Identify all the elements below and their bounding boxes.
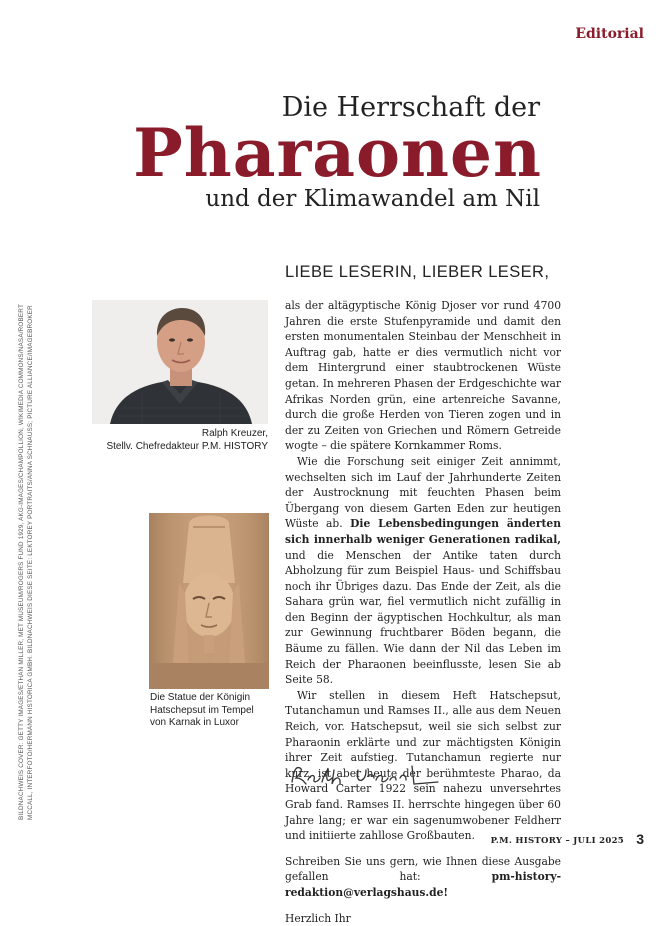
contact-email-link[interactable]: pm-history-redaktion@verlagshaus.de! [285, 870, 561, 899]
headline-subtitle: und der Klimawandel am Nil [205, 186, 540, 212]
closing-line: Herzlich Ihr [285, 911, 351, 925]
hatshepsut-statue-illustration [149, 513, 269, 689]
salutation-heading: LIEBE LESERIN, LIEBER LESER, [285, 263, 550, 281]
paragraph-1: als der altägyptische König Djoser vor rund 4700 Jahren die erste Stufenpyramide und damit den ersten monumentalen Steinbau der Menschheit in Auftrag gab, hatte er dies vermutlich nicht vor dem Hintergrund einer staubtrockenen Wüste getan. In mehreren Phasen der Erdgeschichte war Afrikas Norden grün, eine artenreiche Savanne, durch die große Herden von Tieren zogen und in der zu Zeiten von Griechen und Römern Getreide wogte – die spätere Kornkammer Roms. [285, 299, 561, 453]
statue-caption-line: von Karnak in Luxor [150, 717, 239, 728]
paragraph-2-end: und die Menschen der Antike taten durch Abholzung für zum Beispiel Haus- und Schiffsbau noch ihr Übriges dazu. Das Ende der Zeit, als die Sahara grün war, fiel vermutlich nicht zufällig in den Beginn der ägyptischen Hochkultur, als man zur Gewinnung fruchtbarer Böden begann, die Bäume zu fällen. Wie dann der Nil das Leben im Reich der Pharaonen beeinflusste, lesen Sie ab Seite 58. [285, 548, 561, 687]
editor-portrait [92, 300, 268, 424]
footer-magazine-issue: P.M. HISTORY – JULI 2025 [490, 836, 624, 846]
editor-name: Ralph Kreuzer, [201, 428, 268, 439]
paragraph-2-start: Wie die Forschung seit einiger Zeit annimmt, wechselten sich im Lauf der Jahrhunderte Zeiten der Austrocknung mit feuchten Phasen beim Übergang von diesem Garten Eden zur heutigen Wüste ab. [285, 454, 561, 531]
paragraph-4 [285, 854, 561, 901]
editor-portrait-illustration [92, 300, 268, 424]
handwritten-signature [288, 760, 448, 790]
statue-caption [150, 692, 254, 730]
section-label: Editorial [575, 26, 644, 42]
headline-kicker: Die Herrschaft der [281, 92, 540, 123]
editor-caption [106, 428, 268, 453]
editorial-body [285, 298, 561, 926]
paragraph-4-text: Schreiben Sie uns gern, wie Ihnen diese Ausgabe gefallen hat: [285, 854, 561, 884]
paragraph-2-highlight: Die Lebensbedingungen änderten sich innerhalb weniger Generationen radikal, [285, 517, 561, 546]
headline-title: Pharaonen [133, 114, 542, 192]
signature [288, 760, 448, 790]
photo-credits: BILDNACHWEIS COVER: GETTY IMAGES/ETHAN MILLER, MET MUSEUM/ROGERS FUND 1929, AKG-IMAGES/CHAMPOLLION, WIKIMEDIA COMMONS/NASA/ROBERT MCCALL, INTERFOTO/HERMANN HISTORICA GMBH. BILDNACHWEIS DIESE SEITE: LEKTOREY PORTRAITS/ANNA SCHNAUSS; PICTURE ALLIANCE/IMAGEBROKER [18, 304, 34, 820]
statue-caption-line: Die Statue der Königin [150, 692, 251, 703]
statue-photo [149, 513, 269, 689]
paragraph-2 [285, 454, 561, 688]
editor-role: Stellv. Chefredakteur P.M. HISTORY [106, 440, 268, 452]
paragraph-3: Wir stellen in diesem Heft Hatschepsut, Tutanchamun und Ramses II., alle aus dem Neuen Reich, vor. Hatschepsut, weil sie sich selbst zur Pharaonin erklärte und zur mächtigsten Königin ihrer Zeit aufstieg. Tutanchamun regierte nur kurz, ist aber heute der berühmteste Pharao, da Howard Carter 1922 sein nahezu unversehrtes Grab fand. Ramses II. herrschte hingegen über 60 Jahre lang; er war ein sagenumwobener Feldherr und initiierte zahllose Großbauten. [285, 688, 561, 843]
statue-caption-line: Hatschepsut im Tempel [150, 704, 254, 716]
page-number: 3 [636, 831, 644, 847]
